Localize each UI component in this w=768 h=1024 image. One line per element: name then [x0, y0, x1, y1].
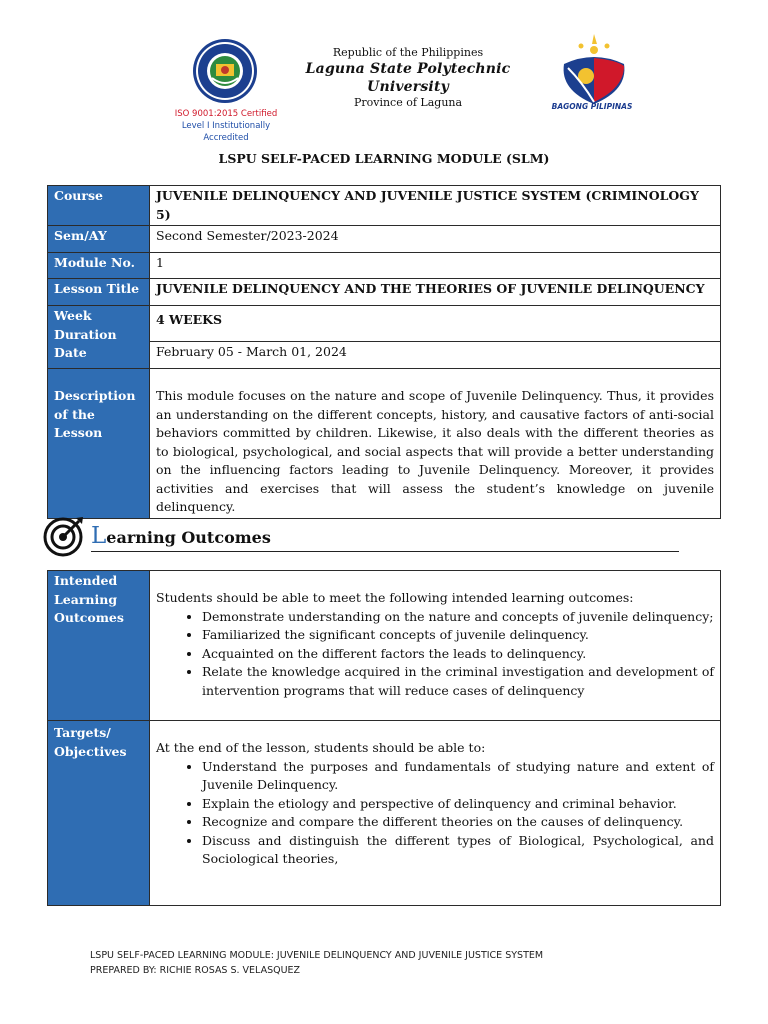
course-value: JUVENILE DELINQUENCY AND JUVENILE JUSTICE SYSTEM (CRIMINOLOGY 5) [150, 186, 721, 226]
institution-block [270, 46, 546, 110]
list-item: • Relate the knowledge acquired in the criminal investigation and development of intervention programs that will reduce cases of delinquency [202, 663, 714, 700]
list-item: • Demonstrate understanding on the nature and concepts of juvenile delinquency; [202, 608, 714, 627]
footer-line-1: LSPU SELF-PACED LEARNING MODULE: JUVENILE DELINQUENCY AND JUVENILE JUSTICE SYSTEM [90, 950, 544, 961]
title-initial: L [91, 523, 107, 549]
week-value: 4 WEEKS [150, 306, 721, 342]
outcomes-table [47, 570, 721, 906]
targets-label: Targets/ Objectives [48, 721, 150, 906]
table-row [48, 369, 721, 519]
table-row [48, 253, 721, 279]
description-label: Description of the Lesson [48, 369, 150, 519]
intended-list [156, 608, 714, 701]
description-value: This module focuses on the nature and scope of Juvenile Delinquency. Thus, it provides an understanding on the different concepts, history, and causative factors of anti-social behaviors committed by children. Likewise, it also deals with the different theories as to biological, psychological, and social aspects that will provide a better understanding on the influencing factors leading to Juvenile Delinquency. Moreover, it provides activities and exercises that will assess the student’s knowledge on juvenile delinquency. [150, 369, 721, 519]
targets-list [156, 758, 714, 869]
table-row [48, 571, 721, 721]
document-header [0, 0, 768, 143]
date-label: Date [54, 345, 87, 360]
list-item: • Understand the purposes and fundamentals of studying nature and extent of Juvenile Delinquency. [202, 758, 714, 795]
module-title: LSPU SELF-PACED LEARNING MODULE (SLM) [218, 151, 550, 166]
course-info-table [47, 185, 721, 519]
targets-cell [150, 721, 721, 906]
lesson-label: Lesson Title [48, 279, 150, 306]
intended-outcomes-cell [150, 571, 721, 721]
table-row [48, 721, 721, 906]
heading-underline [91, 551, 679, 552]
list-item: • Explain the etiology and perspective of delinquency and criminal behavior. [202, 795, 714, 814]
lesson-value: JUVENILE DELINQUENCY AND THE THEORIES OF JUVENILE DELINQUENCY [150, 279, 721, 306]
list-item: • Familiarized the significant concepts of juvenile delinquency. [202, 626, 714, 645]
targets-intro: At the end of the lesson, students should be able to: [156, 740, 486, 755]
table-row [48, 306, 721, 342]
module-value: 1 [150, 253, 721, 279]
bagong-pilipinas-label: BAGONG PILIPINAS [551, 102, 633, 111]
sem-value: Second Semester/2023-2024 [150, 226, 721, 253]
course-label: Course [48, 186, 150, 226]
table-row [48, 186, 721, 226]
title-rest: earning Outcomes [106, 528, 271, 547]
table-row [48, 226, 721, 253]
week-date-label [48, 306, 150, 369]
accreditation: Level I Institutionally Accredited [181, 121, 271, 143]
province-line: Province of Laguna [353, 96, 463, 109]
date-value: February 05 - March 01, 2024 [150, 342, 721, 369]
intended-outcomes-label: Intended Learning Outcomes [48, 571, 150, 721]
republic-line: Republic of the Philippines [332, 46, 484, 59]
learning-outcomes-title [91, 523, 271, 549]
learning-outcomes-heading [43, 515, 683, 559]
list-item: • Recognize and compare the different theories on the causes of delinquency. [202, 813, 714, 832]
target-icon [43, 515, 85, 557]
intended-intro: Students should be able to meet the following intended learning outcomes: [156, 590, 634, 605]
list-item: • Acquainted on the different factors the leads to delinquency. [202, 645, 714, 664]
page-footer [90, 948, 543, 978]
module-label: Module No. [48, 253, 150, 279]
sem-label: Sem/AY [48, 226, 150, 253]
lspu-seal-icon [192, 38, 258, 104]
university-name: Laguna State Polytechnic University [305, 61, 511, 95]
certification-text [160, 108, 292, 144]
list-item: • Discuss and distinguish the different types of Biological, Psychological, and Sociological theories, [202, 832, 714, 869]
footer-line-2: PREPARED BY: RICHIE ROSAS S. VELASQUEZ [90, 965, 301, 976]
iso-certified: ISO 9001:2015 Certified [174, 109, 278, 119]
week-label: Week Duration [54, 308, 117, 342]
table-row [48, 279, 721, 306]
